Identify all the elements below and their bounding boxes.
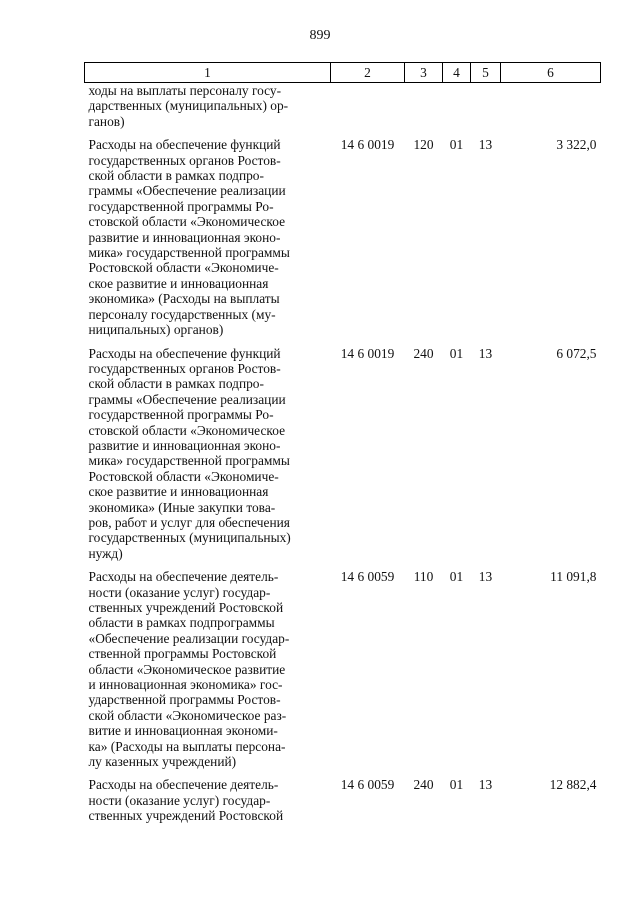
table-row	[85, 569, 601, 769]
description-line: государственной программы Ро-	[88, 198, 274, 214]
description-line: персоналу государственных (му-	[88, 306, 276, 322]
description-line: граммы «Обеспечение реализации	[88, 183, 286, 199]
description-line: граммы «Обеспечение реализации	[88, 391, 286, 407]
description-line: области «Экономическое развитие	[88, 661, 286, 677]
description-line: лу казенных учреждений)	[88, 754, 237, 770]
description-line: Расходы на обеспечение функций	[88, 345, 281, 361]
description-line: дарственных (муниципальных) ор-	[88, 98, 289, 114]
target-code: 14 6 0019	[340, 345, 395, 361]
row-description	[85, 777, 331, 823]
description-line: ственных учреждений Ростовской	[88, 808, 284, 824]
description-line: государственных органов Ростов-	[88, 360, 281, 376]
column-header-2: 2	[331, 63, 405, 83]
description-line: стовской области «Экономическое	[88, 422, 286, 438]
description-line: ское развитие и инновационная	[88, 484, 269, 500]
description-line: области в рамках подпрограммы	[88, 615, 275, 631]
amount: 6 072,5	[556, 345, 597, 361]
subsection-code: 13	[478, 777, 493, 793]
description-line: государственных (муниципальных)	[88, 530, 291, 546]
description-line: витие и инновационная экономи-	[88, 723, 278, 739]
section-code: 01	[449, 777, 464, 793]
section-code: 01	[449, 569, 464, 585]
column-header-3: 3	[405, 63, 443, 83]
table-row	[85, 137, 601, 337]
description-line: экономика» (Иные закупки това-	[88, 499, 276, 515]
row-description	[85, 346, 331, 562]
table-row	[85, 777, 601, 823]
target-code: 14 6 0059	[340, 777, 395, 793]
description-line: «Обеспечение реализации государ-	[88, 630, 290, 646]
subsection-code: 13	[478, 569, 493, 585]
description-line: ской области в рамках подпро-	[88, 376, 264, 392]
description-line: ров, работ и услуг для обеспечения	[88, 514, 290, 530]
description-line: стовской области «Экономическое	[88, 214, 286, 230]
description-line: нужд)	[88, 545, 123, 561]
description-line: мика» государственной программы	[88, 245, 290, 261]
description-line: Ростовской области «Экономиче-	[88, 468, 279, 484]
section-code: 01	[449, 345, 464, 361]
description-line: развитие и инновационная эконо-	[88, 229, 281, 245]
description-line: ходы на выплаты персоналу госу-	[88, 83, 282, 98]
column-header-6: 6	[501, 63, 601, 83]
amount: 11 091,8	[550, 569, 597, 585]
amount: 3 322,0	[556, 137, 597, 153]
target-code: 14 6 0059	[340, 569, 395, 585]
description-line: ской области в рамках подпро-	[88, 168, 264, 184]
subsection-code: 13	[478, 345, 493, 361]
column-number-row	[85, 63, 601, 83]
description-line: ской области «Экономическое раз-	[88, 707, 287, 723]
row-description	[85, 137, 331, 337]
description-line: ственной программы Ростовской	[88, 646, 277, 662]
description-line: развитие и инновационная эконо-	[88, 437, 281, 453]
column-header-4: 4	[443, 63, 471, 83]
description-line: экономика» (Расходы на выплаты	[88, 291, 280, 307]
page-number: 899	[309, 28, 331, 43]
description-line: Расходы на обеспечение функций	[88, 137, 281, 153]
row-description	[85, 83, 331, 130]
expense-type: 240	[413, 777, 434, 793]
column-header-5: 5	[471, 63, 501, 83]
description-line: ности (оказание услуг) государ-	[88, 792, 271, 808]
target-code: 14 6 0019	[340, 137, 395, 153]
table-row-continuation	[85, 83, 601, 130]
table-row	[85, 346, 601, 562]
expense-type: 110	[413, 569, 434, 585]
description-line: мика» государственной программы	[88, 453, 290, 469]
description-line: и инновационная экономика» гос-	[88, 677, 283, 693]
description-line: государственной программы Ро-	[88, 407, 274, 423]
row-description	[85, 569, 331, 769]
column-header-1: 1	[85, 63, 331, 83]
description-line: Ростовской области «Экономиче-	[88, 260, 279, 276]
description-line: ударственной программы Ростов-	[88, 692, 281, 708]
section-code: 01	[449, 137, 464, 153]
description-line: ниципальных) органов)	[88, 322, 224, 338]
description-line: ственных учреждений Ростовской	[88, 600, 284, 615]
description-line: Расходы на обеспечение деятель-	[88, 777, 279, 793]
budget-table	[84, 62, 601, 824]
amount: 12 882,4	[549, 777, 597, 793]
description-line: ское развитие и инновационная	[88, 275, 269, 291]
description-line: государственных органов Ростов-	[88, 152, 281, 168]
description-line: Расходы на обеспечение деятель-	[88, 569, 279, 585]
subsection-code: 13	[478, 137, 493, 153]
expense-type: 120	[413, 137, 434, 153]
description-line: ности (оказание услуг) государ-	[88, 584, 271, 600]
description-line: ганов)	[88, 113, 125, 129]
expense-type: 240	[413, 345, 434, 361]
description-line: ка» (Расходы на выплаты персона-	[88, 738, 286, 754]
